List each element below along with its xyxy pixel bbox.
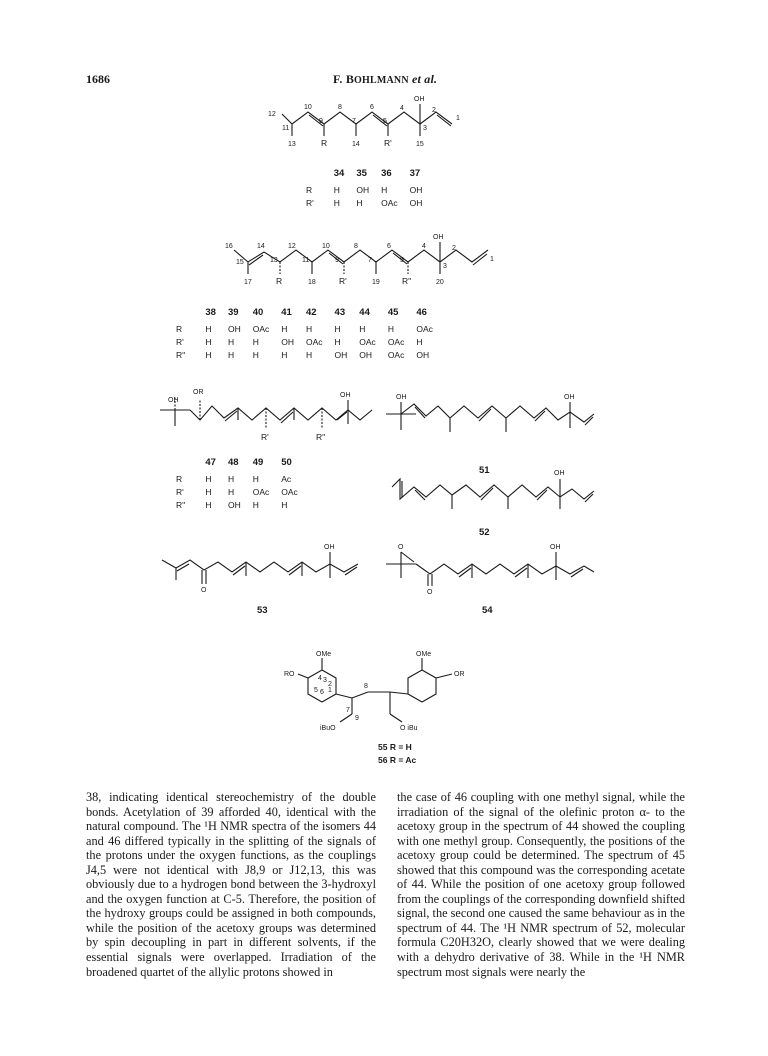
label-c1: 1 (328, 687, 332, 694)
structure-52 (386, 465, 601, 525)
label-c3: 3 (323, 677, 327, 684)
label-5: 5 (400, 257, 404, 264)
label-13: 13 (270, 257, 278, 264)
legend-56: 56 R = Ac (378, 755, 417, 765)
label-R: R (276, 276, 283, 286)
label-OiBu: O iBu (400, 725, 418, 732)
label-R-prime: R' (339, 276, 347, 286)
label-c5: 5 (314, 687, 318, 694)
label-1: 1 (490, 256, 494, 263)
label-11: 11 (282, 125, 290, 132)
label-7: 7 (352, 118, 356, 125)
structure-54 (386, 540, 601, 610)
label-O: O (201, 587, 207, 594)
label-OH: OH (324, 544, 335, 551)
legend-55: 55 R = H (378, 742, 412, 752)
compound-number-54: 54 (482, 605, 493, 616)
label-R-double-prime: R'' (402, 276, 412, 286)
structure-38-46 (222, 228, 542, 288)
table-38-46: 38 39 40 41 42 43 44 45 46 R H OH OAc H H H H H OAc R' H H H OH OAc H OAc OAc H R'' H H H H H OH OH OAc OH (176, 307, 433, 360)
label-c8: 8 (364, 683, 368, 690)
label-18: 18 (308, 279, 316, 286)
label-R-prime: R' (261, 432, 269, 442)
label-15: 15 (416, 141, 424, 148)
label-4: 4 (400, 105, 404, 112)
label-14: 14 (257, 243, 265, 250)
label-2: 2 (452, 245, 456, 252)
label-3: 3 (423, 125, 427, 132)
label-8: 8 (354, 243, 358, 250)
label-OH-1: OH (396, 394, 407, 401)
label-iBuO: iBuO (320, 725, 336, 732)
label-14: 14 (352, 141, 360, 148)
label-5: 5 (383, 118, 387, 125)
label-4: 4 (422, 243, 426, 250)
structure-53 (162, 540, 372, 610)
structure-51 (386, 390, 601, 470)
label-c6: 6 (320, 689, 324, 696)
label-11: 11 (302, 257, 310, 264)
label-8: 8 (338, 104, 342, 111)
compound-number-51: 51 (479, 465, 490, 476)
label-O: O (427, 589, 433, 596)
label-10: 10 (322, 243, 330, 250)
label-c4: 4 (318, 675, 322, 682)
structure-55-56 (280, 648, 500, 748)
label-19: 19 (372, 279, 380, 286)
label-OH-2: OH (564, 394, 575, 401)
label-R: R (321, 138, 328, 148)
label-13: 13 (288, 141, 296, 148)
label-OR: OR (454, 671, 465, 678)
label-9: 9 (319, 118, 323, 125)
compound-35: 35 (356, 168, 367, 179)
structure-34-37 (268, 90, 480, 160)
compound-number-52: 52 (479, 527, 490, 538)
label-c7: 7 (346, 707, 350, 714)
label-RO: RO (284, 671, 295, 678)
compound-34: 34 (333, 168, 345, 179)
label-OH-1: OH (168, 397, 179, 404)
label-OH: OH (414, 96, 425, 103)
label-3: 3 (443, 263, 447, 270)
table-47-50: 47 48 49 50 R H H H Ac R' H H OAc OAc R'' H OH H H (176, 457, 298, 510)
label-1: 1 (456, 115, 460, 122)
label-6: 6 (387, 243, 391, 250)
compound-number-53: 53 (257, 605, 268, 616)
body-left-column: 38, indicating identical stereochemistry of the double bonds. Acetylation of 39 afforded 40, identical with the natural compound. The ¹H NMR spectra of the isomers 44 and 46 differed typically in the splitting of the signals of the protons under the oxygen functions, as the couplings J4,5 were not identical with J8,9 or J12,13, this was obviously due to a hydrogen bond between the 3-hydroxyl and the oxygen function at C-5. Therefore, the position of the hydroxy groups could be assigned in both compounds, while the position of the acetoxy groups was determined by spin decoupling in part in different solvents, if the essential signals were overlapped. Irradiation of the broadened quartet of the allylic protons showed in (86, 790, 376, 979)
label-12: 12 (268, 111, 276, 118)
compound-37: 37 (409, 168, 421, 179)
label-OH: OH (433, 234, 444, 241)
label-7: 7 (368, 257, 372, 264)
page-number: 1686 (86, 72, 110, 86)
label-OH: OH (550, 544, 561, 551)
label-17: 17 (244, 279, 252, 286)
label-6: 6 (370, 104, 374, 111)
body-right-column: the case of 46 coupling with one methyl signal, while the irradiation of the signal of the olefinic proton α- to the acetoxy group in the spectrum of 44 showed the coupling with one methyl group. Consequently, the positions of the acetoxy group could be determined. The spectrum of 45 showed that this compound was the corresponding acetate of 44. While the position of one acetoxy group followed from the couplings of the corresponding downfield shifted signal, the second one caused the same behaviour as in the spectrum of 44. The ¹H NMR spectrum of 52, molecular formula C20H32O, clearly showed that we were dealing with a dehydro derivative of 38. While in the ¹H NMR spectrum most signals were nearly the (397, 790, 685, 979)
label-20: 20 (436, 279, 444, 286)
label-c2: 2 (328, 681, 332, 688)
label-OMe-1: OMe (316, 651, 332, 658)
label-R-double-prime: R'' (316, 432, 326, 442)
label-OMe-2: OMe (416, 651, 432, 658)
label-16: 16 (225, 243, 233, 250)
label-OR: OR (193, 389, 204, 396)
label-R-prime: R' (384, 138, 392, 148)
label-OH-2: OH (340, 392, 351, 399)
compound-36: 36 (381, 168, 392, 179)
label-c9: 9 (355, 715, 359, 722)
label-15: 15 (236, 259, 244, 266)
label-OH: OH (554, 470, 565, 477)
label-2: 2 (432, 107, 436, 114)
label-9: 9 (335, 257, 339, 264)
running-head: F. BOHLMANN et al. (333, 72, 438, 86)
table-34-37: 34 35 36 37 R H OH H OH R' H H OAc OH (300, 168, 428, 211)
label-12: 12 (288, 243, 296, 250)
label-10: 10 (304, 104, 312, 111)
label-O-epoxide: O (398, 544, 404, 551)
structure-47-50 (160, 384, 380, 454)
